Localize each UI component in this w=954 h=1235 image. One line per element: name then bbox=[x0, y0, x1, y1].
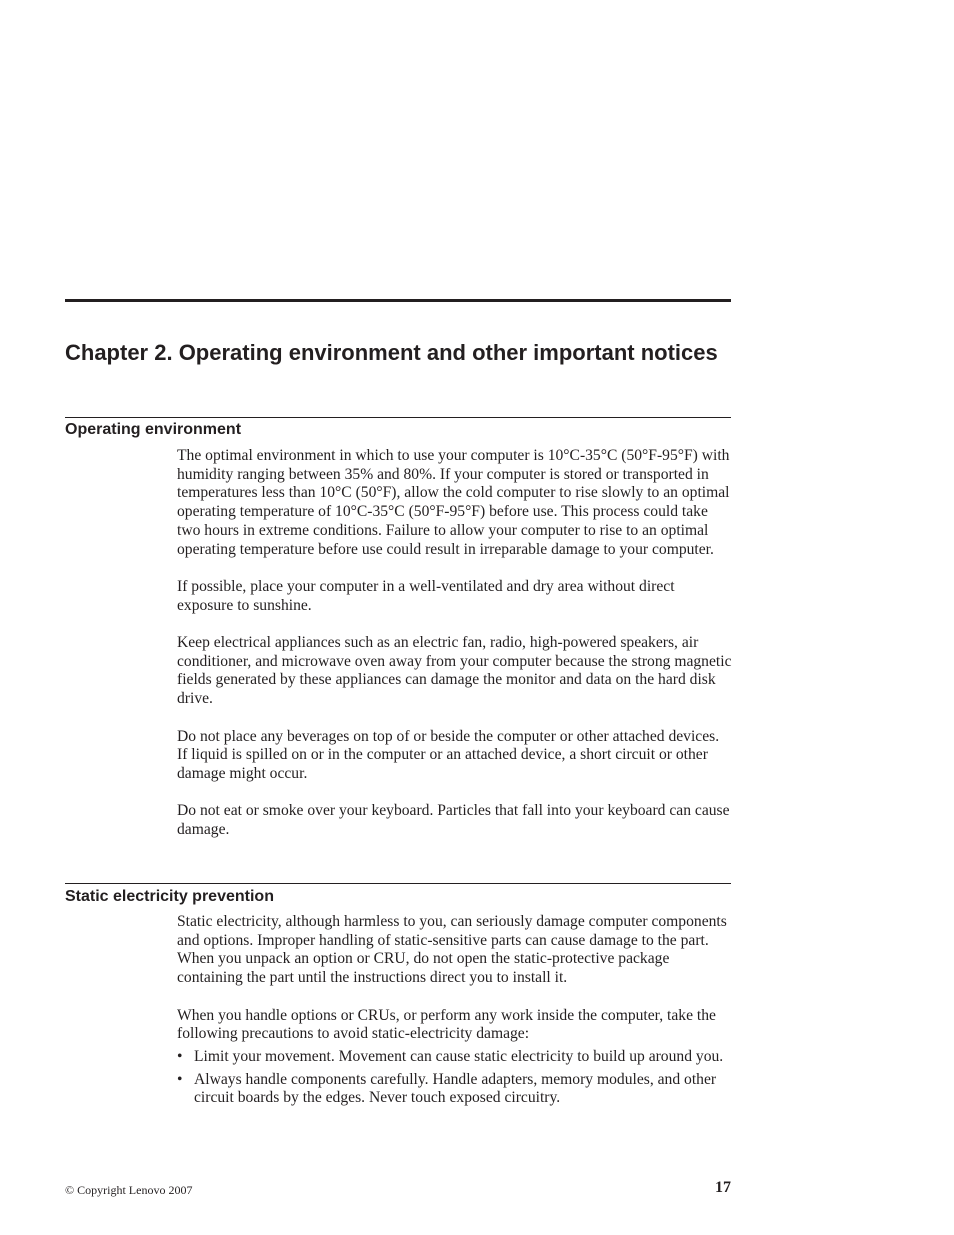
page-number: 17 bbox=[715, 1179, 731, 1196]
paragraph: Keep electrical appliances such as an electric fan, radio, high-powered speakers, air conditioner, and microwave oven away from your computer because the strong magnetic fields generated by these appliances can damage the monitor and data on the hard disk drive. bbox=[177, 634, 732, 708]
section-rule-operating-environment bbox=[65, 417, 731, 418]
paragraph: If possible, place your computer in a well-ventilated and dry area without direct exposure to sunshine. bbox=[177, 577, 675, 614]
paragraph: Do not eat or smoke over your keyboard. Particles that fall into your keyboard can cause damage. bbox=[177, 802, 730, 838]
list-item-text: Always handle components carefully. Handle adapters, memory modules, and other circuit boards by the edges. Never touch exposed circuitry. bbox=[194, 1070, 717, 1107]
paragraph: The optimal environment in which to use your computer is 10°C-35°C (50°F-95°F) with humidity ranging between 35% and 80%. If your computer is stored or transported in temperatures less than 10°C (50°F), allow the cold computer to rise slowly to an optimal operating temperature of 10°C-35°C (50°F-95°F) before use. This process could take two hours in extreme conditions. Failure to allow your computer to rise to an optimal operating temperature before use could result in irreparable damage to your computer. bbox=[177, 447, 730, 558]
section-rule-static-electricity bbox=[65, 883, 731, 884]
list-item bbox=[177, 1071, 733, 1108]
footer-copyright: © Copyright Lenovo 2007 bbox=[65, 1183, 193, 1197]
paragraph: Do not place any beverages on top of or beside the computer or other attached devices. If liquid is spilled on or in the computer or an attached device, a short circuit or other damage might occur. bbox=[177, 727, 720, 782]
chapter-rule bbox=[65, 299, 731, 302]
section-body-static-electricity bbox=[177, 913, 733, 1112]
list-item-text: Limit your movement. Movement can cause static electricity to build up around you. bbox=[194, 1047, 724, 1065]
section-heading-static-electricity: Static electricity prevention bbox=[65, 888, 274, 905]
section-body-operating-environment bbox=[177, 447, 733, 858]
section-heading-operating-environment: Operating environment bbox=[65, 421, 242, 438]
bullet-icon: • bbox=[177, 1047, 183, 1065]
precautions-list bbox=[177, 1048, 733, 1108]
chapter-title: Chapter 2. Operating environment and other important notices bbox=[65, 340, 718, 365]
paragraph: Static electricity, although harmless to you, can seriously damage computer components and options. Improper handling of static-sensitive parts can cause damage to the part. When you unpack an option or CRU, do not open the static-protective package containing the part until the instructions direct you to install it. bbox=[177, 913, 727, 987]
list-item bbox=[177, 1048, 733, 1067]
bullet-icon: • bbox=[177, 1070, 183, 1088]
paragraph: When you handle options or CRUs, or perform any work inside the computer, take the following precautions to avoid static-electricity damage: bbox=[177, 1006, 716, 1043]
